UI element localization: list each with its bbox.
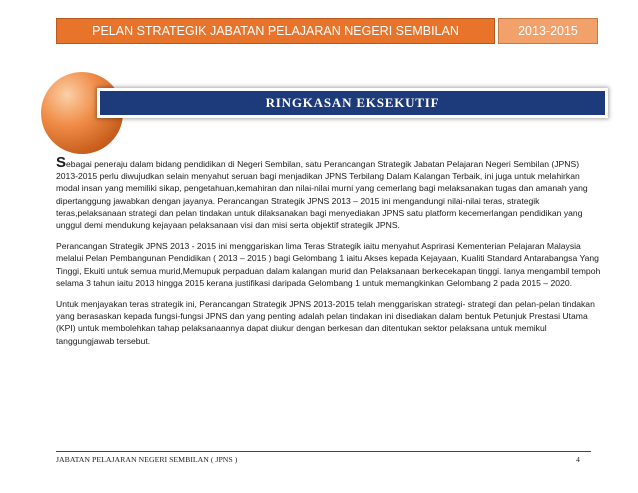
body-text xyxy=(56,154,601,356)
section-heading: RINGKASAN EKSEKUTIF xyxy=(100,91,605,115)
page-number: 4 xyxy=(576,455,580,464)
header-years: 2013-2015 xyxy=(498,18,598,44)
footer-organization: JABATAN PELAJARAN NEGERI SEMBILAN ( JPNS ) xyxy=(56,455,238,464)
header-title: PELAN STRATEGIK JABATAN PELAJARAN NEGERI SEMBILAN xyxy=(56,18,495,44)
footer-divider xyxy=(56,451,591,452)
paragraph-2: Perancangan Strategik JPNS 2013 - 2015 ini menggariskan lima Teras Strategik iaitu menyahut Asprirasi Kementerian Pelajaran Malaysia melalui Pelan Pembangunan Pendidikan ( 2013 – 2015 ) bagi Gelombang 1 iaitu Akses kepada Kejayaan, Kualiti Standard Antarabangsa Yang Tinggi, Ekuiti untuk semua murid,Memupuk perpaduan dalam kalangan murid dan Pelaksanaan berkecekapan tinggi. Ianya mengambil tempoh selama 3 tahun iaitu 2013 hingga 2015 kerana justifikasi daripada Gelombang 1 untuk memangkinkan Gelombang 2 pada 2015 – 2020. xyxy=(56,241,601,288)
paragraph-3: Untuk menjayakan teras strategik ini, Perancangan Strategik JPNS 2013-2015 telah menggariskan strategi- strategi dan pelan-pelan tindakan yang berasaskan kepada fungsi-fungsi JPNS dan yang penting adalah pelan tindakan ini disediakan dalam bentuk Petunjuk Prestasi Utama (KPI) untuk membolehkan tahap pelaksanaannya dapat diukur dengan berkesan dan ditentukan sektor pelaksana untuk memikul tanggungjawab tersebut. xyxy=(56,299,595,346)
paragraph-1-text: ebagai peneraju dalam bidang pendidikan di Negeri Sembilan, satu Perancangan Strategik Jabatan Pelajaran Negeri Sembilan (JPNS) 2013-2015 perlu diwujudkan selain menyahut seruan bagi menjadikan JPNS Terbilang Dalam Kalangan Terbaik, ini juga untuk melahirkan modal insan yang memiliki sikap, pengetahuan,kemahiran dan nilai-nilai murni yang cemerlang bagi melaksanakan tugas dan amanah yang dipertanggung jawabkan dengan jayanya. Perancangan Strategik JPNS 2013 – 2015 ini mengandungi nilai-nilai teras, strategik teras,pelaksanaan strategi dan pelan tindakan untuk dilaksanakan bagi menyediakan JPNS satu platform kecemerlangan pendidikan yang unggul demi mendukung kejayaan pelaksanaan visi dan misi serta objektif strategik JPNS. xyxy=(56,159,588,231)
drop-cap: S xyxy=(56,154,67,171)
paragraph-1 xyxy=(56,154,601,231)
section-banner xyxy=(97,88,608,118)
